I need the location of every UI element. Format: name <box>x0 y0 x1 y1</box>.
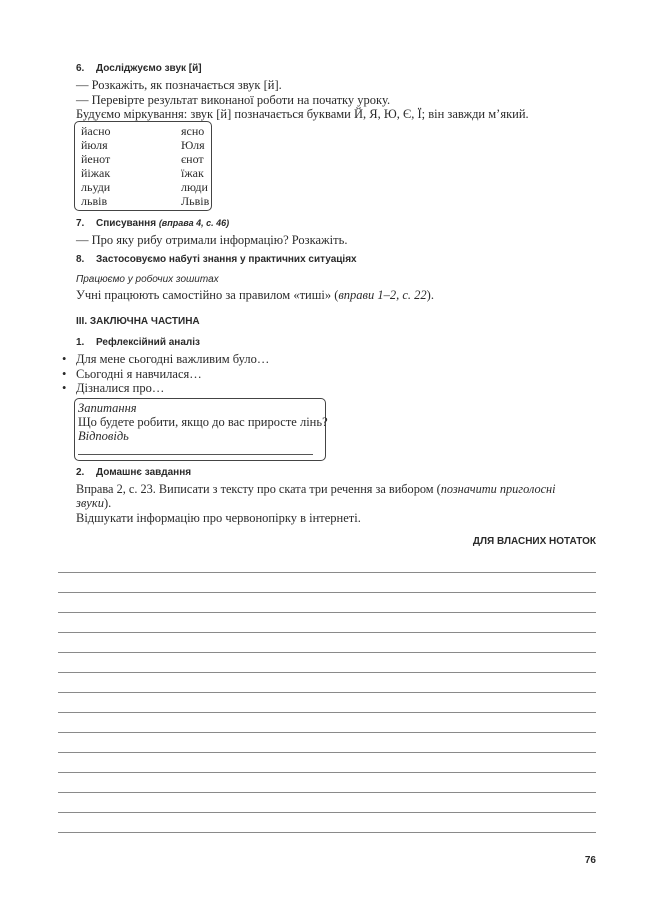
notes-line[interactable] <box>58 672 596 673</box>
bullet-icon: • <box>62 367 67 381</box>
list-item-text: Сьогодні я навчилася… <box>76 367 202 381</box>
homework-line-2 <box>76 496 111 510</box>
notes-line[interactable] <box>58 652 596 653</box>
homework-line-2-italic: звуки <box>76 496 104 510</box>
list-item-text: Для мене сьогодні важливим було… <box>76 352 270 366</box>
section-8-heading <box>76 254 357 265</box>
homework-line-1-italic: позначити приголосні <box>440 482 556 496</box>
homework-line-3: Відшукати інформацію про червонопірку в інтернеті. <box>76 511 361 525</box>
word-spelling: Юля <box>181 138 205 152</box>
notes-line[interactable] <box>58 792 596 793</box>
section-8-title: Застосовуємо набуті знання у практичних ситуаціях <box>96 254 357 265</box>
notes-line[interactable] <box>58 612 596 613</box>
section-8-line-reference: вправи 1–2, с. 22 <box>338 288 427 302</box>
notes-heading: ДЛЯ ВЛАСНИХ НОТАТОК <box>472 536 596 547</box>
answer-line <box>78 454 313 455</box>
section-7-number: 7. <box>76 218 85 229</box>
section-8-number: 8. <box>76 254 85 265</box>
homework-line-2-end: ). <box>103 496 112 510</box>
homework-line-1 <box>76 482 596 496</box>
notes-line[interactable] <box>58 812 596 813</box>
notes-line[interactable] <box>58 752 596 753</box>
section-7-line: — Про яку рибу отримали інформацію? Розкажіть. <box>76 233 348 247</box>
question-text: Що будете робити, якщо до вас приросте лінь? <box>78 415 328 429</box>
section-6-number: 6. <box>76 63 85 74</box>
section-8-line-end: ). <box>426 288 434 302</box>
notes-line[interactable] <box>58 772 596 773</box>
word-transcription: льуди <box>81 180 111 194</box>
section-7-heading <box>76 218 229 229</box>
section-7-reference: (вправа 4, с. 46) <box>158 218 230 228</box>
section-8-line-text: Учні працюють самостійно за правилом «тиші» ( <box>76 288 339 302</box>
section-8-subtitle: Працюємо у робочих зошитах <box>76 274 219 285</box>
word-spelling: єнот <box>181 152 204 166</box>
notes-line[interactable] <box>58 712 596 713</box>
word-transcription: львів <box>81 194 108 208</box>
question-label: Запитання <box>78 401 137 415</box>
word-spelling: ясно <box>181 124 205 138</box>
word-spelling: Львів <box>181 194 210 208</box>
homework-number: 2. <box>76 467 85 478</box>
notes-line[interactable] <box>58 832 596 833</box>
reflection-number: 1. <box>76 337 85 348</box>
section-7-title: Списування <box>96 218 157 229</box>
homework-heading <box>76 467 191 478</box>
bullet-icon: • <box>62 381 67 395</box>
word-spelling: люди <box>181 180 208 194</box>
notes-line[interactable] <box>58 632 596 633</box>
notes-line[interactable] <box>58 572 596 573</box>
section-8-line <box>76 288 434 302</box>
word-transcription: йіжак <box>81 166 111 180</box>
word-transcription: йюля <box>81 138 108 152</box>
question-answer-box <box>74 398 326 461</box>
section-6-reasoning: Будуємо міркування: звук [й] позначається буквами Й, Я, Ю, Є, Ї; він завжди м’який. <box>76 107 529 121</box>
word-spelling: їжак <box>181 166 204 180</box>
section-6-line-2: — Перевірте результат виконаної роботи на початку уроку. <box>76 93 391 107</box>
list-item <box>62 381 164 395</box>
list-item <box>62 352 269 366</box>
section-6-line-1: — Розкажіть, як позначається звук [й]. <box>76 78 282 92</box>
section-6-heading <box>76 63 202 74</box>
part-3-heading: III. ЗАКЛЮЧНА ЧАСТИНА <box>76 316 200 327</box>
notes-line[interactable] <box>58 732 596 733</box>
notes-line[interactable] <box>58 692 596 693</box>
word-transcription: йенот <box>81 152 111 166</box>
homework-title: Домашнє завдання <box>96 467 192 478</box>
notes-line[interactable] <box>58 592 596 593</box>
list-item <box>62 367 202 381</box>
list-item-text: Дізналися про… <box>76 381 165 395</box>
page-number: 76 <box>584 855 596 866</box>
word-comparison-table <box>74 121 212 211</box>
answer-label: Відповідь <box>78 429 129 443</box>
section-6-title: Досліджуємо звук [й] <box>96 63 202 74</box>
word-transcription: йасно <box>81 124 111 138</box>
reflection-heading <box>76 337 200 348</box>
bullet-icon: • <box>62 352 67 366</box>
reflection-title: Рефлексійний аналіз <box>96 337 201 348</box>
homework-line-1-text: Вправа 2, с. 23. Виписати з тексту про ската три речення за вибором ( <box>76 482 441 496</box>
